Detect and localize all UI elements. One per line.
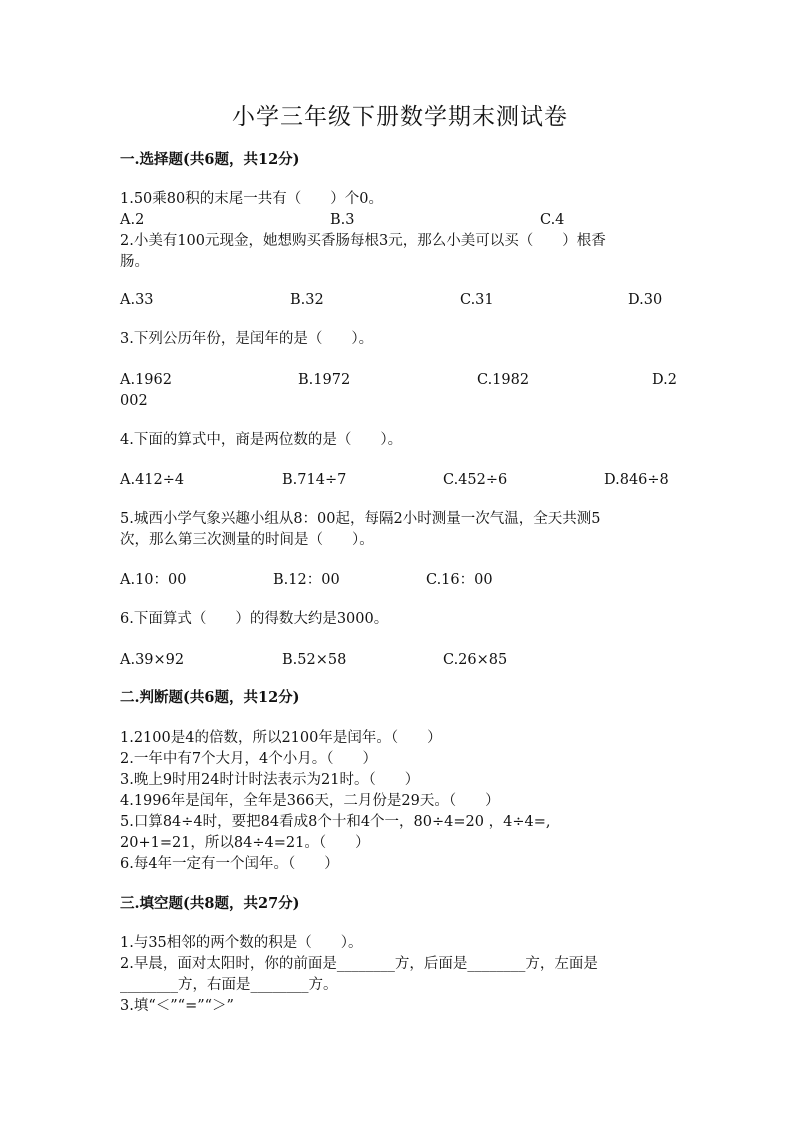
judge-item-1: 1.2100是4的倍数，所以2100年是闰年。（ ） (120, 730, 442, 746)
choice-q4-option-a: A.412÷4 (120, 472, 185, 488)
choice-q3-option-b: B.1972 (298, 372, 351, 388)
choice-q3-option-d: D.2 (652, 372, 677, 388)
section-judge-heading: 二.判断题(共6题，共12分) (120, 689, 300, 706)
choice-q1-option-c: C.4 (540, 212, 565, 228)
choice-q2-stem-line2: 肠。 (120, 254, 149, 270)
judge-item-2: 2.一年中有7个大月，4个小月。（ ） (120, 751, 378, 767)
fill-item-2-line2: ________方，右面是________方。 (120, 977, 338, 993)
choice-q3-option-c: C.1982 (477, 372, 530, 388)
page-title: 小学三年级下册数学期末测试卷 (232, 104, 568, 130)
choice-q2-option-c: C.31 (460, 292, 494, 308)
choice-q3-option-a: A.1962 (120, 372, 172, 388)
choice-q4-stem: 4.下面的算式中，商是两位数的是（ ）。 (120, 432, 403, 448)
choice-q2-option-a: A.33 (120, 292, 154, 308)
choice-q2-option-d: D.30 (628, 292, 663, 308)
choice-q6-option-a: A.39×92 (120, 652, 185, 668)
choice-q6-option-b: B.52×58 (282, 652, 347, 668)
choice-q5-stem-line2: 次，那么第三次测量的时间是（ ）。 (120, 532, 374, 548)
choice-q5-option-b: B.12：00 (273, 572, 340, 588)
choice-q4-option-d: D.846÷8 (604, 472, 669, 488)
choice-q5-option-c: C.16：00 (426, 572, 493, 588)
section-choice-heading: 一.选择题(共6题，共12分) (120, 151, 300, 168)
judge-item-6: 6.每4年一定有一个闰年。（ ） (120, 856, 339, 872)
choice-q4-option-b: B.714÷7 (282, 472, 347, 488)
judge-item-4: 4.1996年是闰年，全年是366天，二月份是29天。（ ） (120, 793, 500, 809)
choice-q1-option-a: A.2 (120, 212, 145, 228)
choice-q2-stem-line1: 2.小美有100元现金，她想购买香肠每根3元，那么小美可以买（ ）根香 (120, 233, 606, 249)
section-fill-heading: 三.填空题(共8题，共27分) (120, 895, 300, 912)
judge-item-5-line2: 20+1=21，所以84÷4=21。（ ） (120, 835, 370, 851)
fill-item-3: 3.填“＜”“=”“＞” (120, 998, 234, 1014)
choice-q2-option-b: B.32 (290, 292, 324, 308)
fill-item-1: 1.与35相邻的两个数的积是（ ）。 (120, 935, 363, 951)
choice-q3-option-d-wrap: 002 (120, 393, 148, 409)
judge-item-5-line1: 5.口算84÷4时，要把84看成8个十和4个一，80÷4=20 ，4÷4=, (120, 814, 551, 830)
choice-q1-stem: 1.50乘80积的末尾一共有（ ）个0。 (120, 191, 383, 207)
choice-q6-option-c: C.26×85 (443, 652, 508, 668)
choice-q6-stem: 6.下面算式（ ）的得数大约是3000。 (120, 611, 389, 627)
choice-q3-stem: 3.下列公历年份，是闰年的是（ ）。 (120, 331, 374, 347)
fill-item-2-line1: 2.早晨，面对太阳时，你的前面是________方，后面是________方，左面是 (120, 956, 598, 972)
judge-item-3: 3.晚上9时用24时计时法表示为21时。（ ） (120, 772, 420, 788)
choice-q5-option-a: A.10：00 (120, 572, 187, 588)
choice-q4-option-c: C.452÷6 (443, 472, 508, 488)
choice-q1-option-b: B.3 (330, 212, 355, 228)
choice-q5-stem-line1: 5.城西小学气象兴趣小组从8：00起，每隔2小时测量一次气温，全天共测5 (120, 511, 601, 527)
